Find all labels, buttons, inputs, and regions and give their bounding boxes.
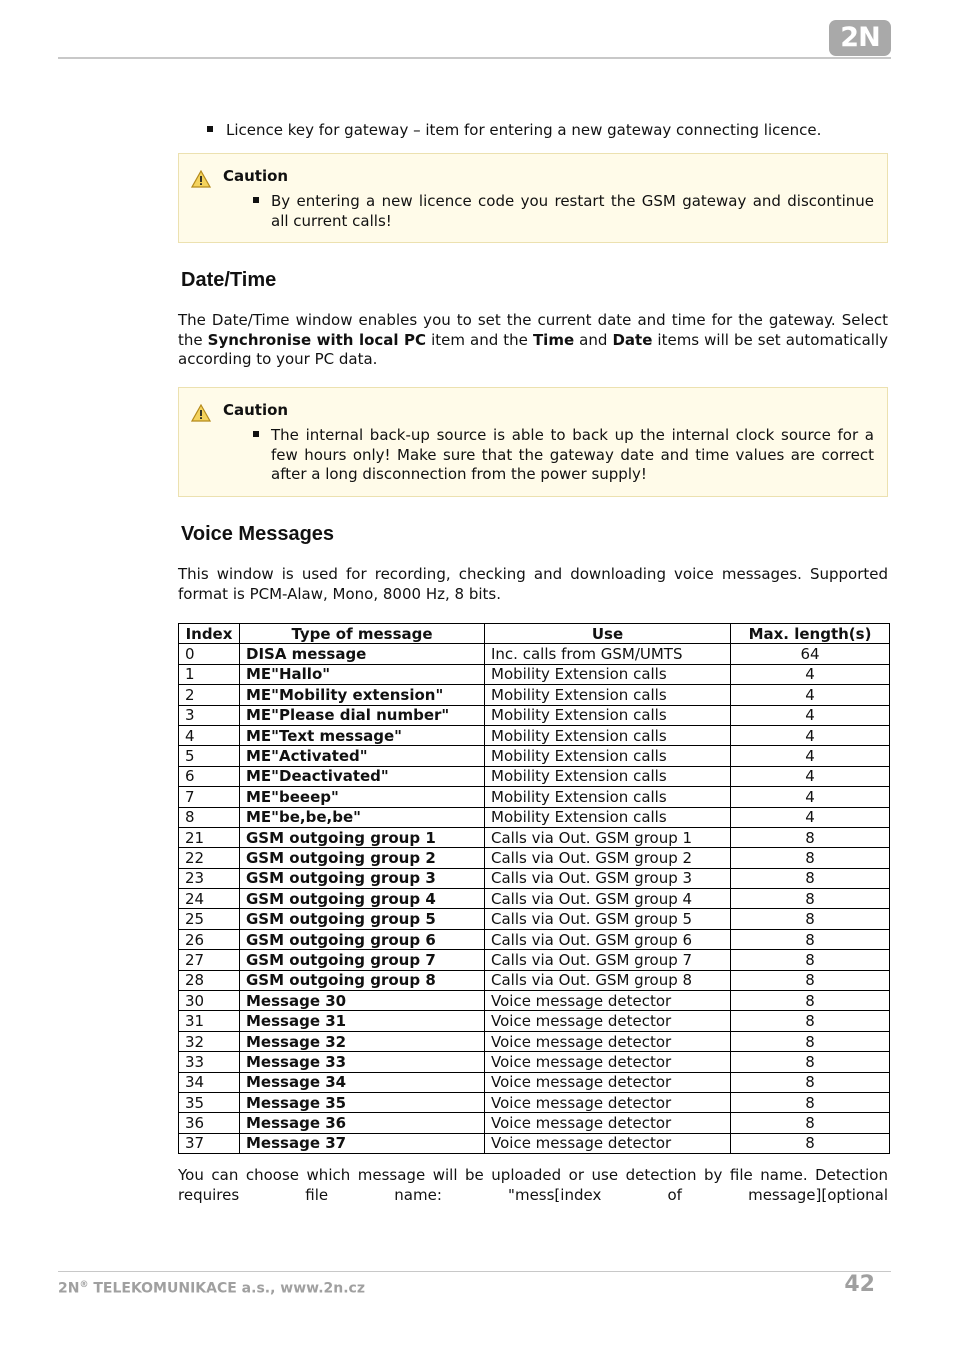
caution-box-clock	[178, 387, 888, 497]
cell-type: ME"beeep"	[240, 787, 485, 807]
cell-use: Voice message detector	[485, 1133, 731, 1153]
cell-max-length: 4	[731, 746, 890, 766]
cell-type: DISA message	[240, 644, 485, 664]
footer-company: 2N® TELEKOMUNIKACE a.s., www.2n.cz	[58, 1280, 365, 1297]
table-row	[179, 1133, 890, 1153]
cell-type: GSM outgoing group 2	[240, 848, 485, 868]
bullet-text: Licence key for gateway – item for entering a new gateway connecting licence.	[226, 121, 822, 139]
table-row	[179, 1052, 890, 1072]
cell-type: ME"Please dial number"	[240, 705, 485, 725]
cell-use: Calls via Out. GSM group 7	[485, 950, 731, 970]
cell-use: Mobility Extension calls	[485, 766, 731, 786]
table-row	[179, 1031, 890, 1051]
cell-max-length: 8	[731, 1113, 890, 1133]
caution-text: By entering a new licence code you restart the GSM gateway and discontinue all current calls!	[271, 192, 874, 230]
cell-max-length: 64	[731, 644, 890, 664]
table-row	[179, 664, 890, 684]
table-row	[179, 644, 890, 664]
col-header-use: Use	[485, 624, 731, 644]
cell-max-length: 4	[731, 685, 890, 705]
col-header-index: Index	[179, 624, 240, 644]
cell-use: Voice message detector	[485, 1113, 731, 1133]
cell-index: 26	[179, 929, 240, 949]
bullet-square-icon	[253, 197, 259, 203]
table-row	[179, 807, 890, 827]
cell-max-length: 8	[731, 889, 890, 909]
cell-type: GSM outgoing group 6	[240, 929, 485, 949]
table-row	[179, 1092, 890, 1112]
table-row	[179, 848, 890, 868]
cell-max-length: 8	[731, 1072, 890, 1092]
cell-max-length: 8	[731, 1031, 890, 1051]
cell-index: 8	[179, 807, 240, 827]
cell-index: 31	[179, 1011, 240, 1031]
cell-max-length: 8	[731, 1133, 890, 1153]
cell-max-length: 8	[731, 909, 890, 929]
table-row	[179, 1113, 890, 1133]
warning-icon	[191, 404, 211, 422]
cell-type: GSM outgoing group 8	[240, 970, 485, 990]
cell-use: Inc. calls from GSM/UMTS	[485, 644, 731, 664]
cell-index: 3	[179, 705, 240, 725]
cell-index: 36	[179, 1113, 240, 1133]
voice-outro-paragraph: You can choose which message will be uploaded or use detection by file name. Detection requires file name: "mess[index of message][optional	[178, 1166, 888, 1204]
table-row	[179, 991, 890, 1011]
cell-index: 2	[179, 685, 240, 705]
cell-use: Calls via Out. GSM group 2	[485, 848, 731, 868]
company-logo: 2N	[829, 20, 891, 56]
cell-use: Voice message detector	[485, 1052, 731, 1072]
cell-type: Message 32	[240, 1031, 485, 1051]
warning-icon	[191, 170, 211, 188]
cell-type: ME"Deactivated"	[240, 766, 485, 786]
caution-text: The internal back-up source is able to back up the internal clock source for a few hours only! Make sure that the gateway date and time values are correct after a long disconnection from the power supply!	[271, 426, 874, 483]
cell-max-length: 8	[731, 827, 890, 847]
table-row	[179, 766, 890, 786]
table-row	[179, 1072, 890, 1092]
table-row	[179, 685, 890, 705]
cell-index: 34	[179, 1072, 240, 1092]
cell-index: 32	[179, 1031, 240, 1051]
caution-title: Caution	[223, 167, 289, 185]
section-heading-datetime: Date/Time	[181, 269, 277, 291]
cell-type: Message 35	[240, 1092, 485, 1112]
cell-index: 23	[179, 868, 240, 888]
cell-index: 30	[179, 991, 240, 1011]
table-row	[179, 787, 890, 807]
cell-use: Mobility Extension calls	[485, 746, 731, 766]
cell-type: ME"Activated"	[240, 746, 485, 766]
bullet-licence-key	[207, 121, 821, 139]
section-heading-voice: Voice Messages	[181, 523, 335, 545]
cell-use: Voice message detector	[485, 1092, 731, 1112]
table-row	[179, 868, 890, 888]
table-row	[179, 705, 890, 725]
cell-type: Message 34	[240, 1072, 485, 1092]
voice-messages-table	[178, 623, 890, 1154]
table-header-row	[179, 624, 890, 644]
table-row	[179, 909, 890, 929]
cell-use: Calls via Out. GSM group 4	[485, 889, 731, 909]
cell-type: Message 31	[240, 1011, 485, 1031]
cell-use: Mobility Extension calls	[485, 807, 731, 827]
cell-max-length: 8	[731, 1092, 890, 1112]
cell-index: 5	[179, 746, 240, 766]
col-header-max-length: Max. length(s)	[731, 624, 890, 644]
cell-type: GSM outgoing group 3	[240, 868, 485, 888]
cell-use: Calls via Out. GSM group 5	[485, 909, 731, 929]
cell-max-length: 8	[731, 1011, 890, 1031]
cell-max-length: 8	[731, 868, 890, 888]
cell-type: ME"Text message"	[240, 725, 485, 745]
voice-intro-paragraph: This window is used for recording, checking and downloading voice messages. Supported format is PCM-Alaw, Mono, 8000 Hz, 8 bits.	[178, 565, 888, 603]
datetime-paragraph: The Date/Time window enables you to set the current date and time for the gateway. Select the Synchronise with local PC item and the Time and Date items will be set automatically according to your PC data.	[178, 311, 888, 368]
table-row	[179, 725, 890, 745]
cell-type: ME"be,be,be"	[240, 807, 485, 827]
table-row	[179, 929, 890, 949]
cell-type: Message 37	[240, 1133, 485, 1153]
caution-box-licence	[178, 153, 888, 243]
cell-use: Calls via Out. GSM group 3	[485, 868, 731, 888]
cell-type: Message 33	[240, 1052, 485, 1072]
cell-index: 4	[179, 725, 240, 745]
cell-type: ME"Hallo"	[240, 664, 485, 684]
cell-max-length: 4	[731, 705, 890, 725]
cell-max-length: 8	[731, 1052, 890, 1072]
cell-use: Voice message detector	[485, 1011, 731, 1031]
cell-use: Calls via Out. GSM group 1	[485, 827, 731, 847]
cell-index: 33	[179, 1052, 240, 1072]
table-row	[179, 889, 890, 909]
cell-max-length: 8	[731, 991, 890, 1011]
cell-index: 27	[179, 950, 240, 970]
cell-max-length: 4	[731, 766, 890, 786]
table-row	[179, 1011, 890, 1031]
cell-use: Calls via Out. GSM group 8	[485, 970, 731, 990]
bullet-square-icon	[207, 126, 213, 132]
cell-use: Voice message detector	[485, 1031, 731, 1051]
cell-type: ME"Mobility extension"	[240, 685, 485, 705]
cell-use: Mobility Extension calls	[485, 705, 731, 725]
cell-max-length: 8	[731, 848, 890, 868]
cell-type: GSM outgoing group 7	[240, 950, 485, 970]
cell-index: 24	[179, 889, 240, 909]
cell-type: GSM outgoing group 4	[240, 889, 485, 909]
cell-use: Calls via Out. GSM group 6	[485, 929, 731, 949]
cell-max-length: 4	[731, 725, 890, 745]
table-row	[179, 970, 890, 990]
cell-index: 1	[179, 664, 240, 684]
cell-max-length: 8	[731, 950, 890, 970]
cell-max-length: 4	[731, 664, 890, 684]
table-row	[179, 746, 890, 766]
cell-use: Mobility Extension calls	[485, 787, 731, 807]
table-row	[179, 950, 890, 970]
cell-index: 7	[179, 787, 240, 807]
cell-use: Mobility Extension calls	[485, 725, 731, 745]
cell-index: 6	[179, 766, 240, 786]
cell-index: 0	[179, 644, 240, 664]
cell-type: Message 36	[240, 1113, 485, 1133]
footer-divider	[58, 1271, 891, 1272]
cell-use: Voice message detector	[485, 991, 731, 1011]
caution-title: Caution	[223, 401, 289, 419]
cell-max-length: 8	[731, 970, 890, 990]
cell-index: 37	[179, 1133, 240, 1153]
cell-use: Voice message detector	[485, 1072, 731, 1092]
header-divider	[58, 57, 891, 59]
cell-type: Message 30	[240, 991, 485, 1011]
cell-index: 22	[179, 848, 240, 868]
cell-use: Mobility Extension calls	[485, 664, 731, 684]
table-row	[179, 827, 890, 847]
cell-index: 25	[179, 909, 240, 929]
page-number: 42	[844, 1272, 875, 1297]
cell-max-length: 8	[731, 929, 890, 949]
cell-use: Mobility Extension calls	[485, 685, 731, 705]
col-header-type: Type of message	[240, 624, 485, 644]
cell-max-length: 4	[731, 787, 890, 807]
cell-index: 21	[179, 827, 240, 847]
cell-index: 28	[179, 970, 240, 990]
cell-max-length: 4	[731, 807, 890, 827]
cell-index: 35	[179, 1092, 240, 1112]
cell-type: GSM outgoing group 1	[240, 827, 485, 847]
cell-type: GSM outgoing group 5	[240, 909, 485, 929]
bullet-square-icon	[253, 431, 259, 437]
